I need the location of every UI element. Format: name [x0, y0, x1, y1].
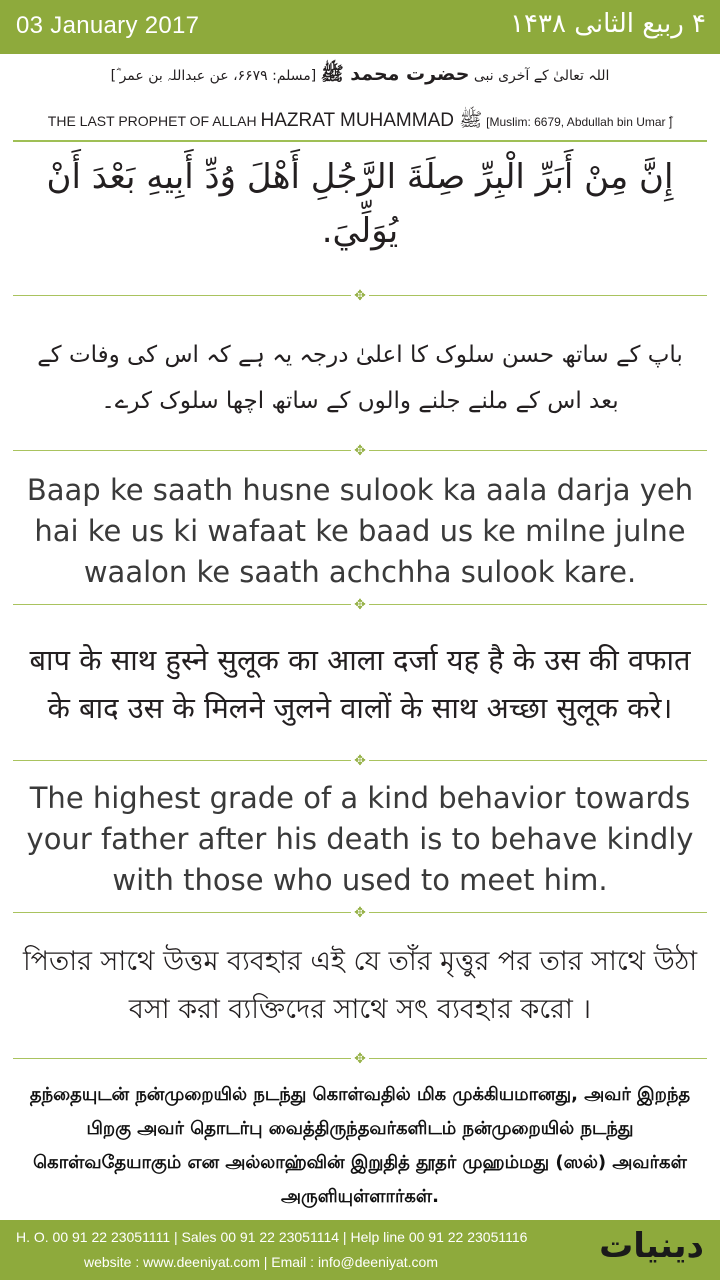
urdu-text: باپ کے ساتھ حسن سلوک کا اعلیٰ درجہ یہ ہے کہ اس کی وفات کے بعد اس کے ملنے جلنے والوں کے ساتھ اچھا سلوک کرے۔	[37, 342, 683, 414]
footer-bar	[0, 1220, 720, 1280]
ornament-icon: ✥	[354, 443, 366, 459]
section-divider	[13, 751, 707, 771]
urdu-title	[0, 62, 720, 90]
section-divider	[13, 441, 707, 461]
urdu-title-reference: [مسلم: ۶۶۷۹، عن عبداللہ بن عمر ؓ]	[110, 68, 317, 84]
section-divider	[13, 286, 707, 306]
section-divider	[13, 903, 707, 923]
urdu-title-intro: اللہ تعالیٰ کے آخری نبی	[473, 68, 610, 84]
hindi-text: बाप के साथ हुस्ने सुलूक का आला दर्जा यह है के उस की वफात के बाद उस के मिलने जुलने वालों के साथ अच्छा सुलूक करे।	[29, 643, 691, 725]
title-rule	[13, 140, 707, 142]
tamil-text: தந்தையுடன் நன்முறையில் நடந்து கொள்வதில் மிக முக்கியமானது, அவர் இறந்த பிறகு அவர் தொடர்பு வைத்திருந்தவர்களிடம் நன்முறையில் நடந்து கொள்வதேயாகும் என அல்லாஹ்வின் இறுதித் தூதர் முஹம்மது (ஸல்) அவர்கள் அருளியுள்ளார்கள்.	[29, 1084, 691, 1207]
section-divider	[13, 595, 707, 615]
ornament-icon: ✥	[354, 1051, 366, 1067]
contact-numbers: H. O. 00 91 22 23051111 | Sales 00 91 22 23051114 | Help line 00 91 22 23051116	[16, 1229, 528, 1245]
roman-urdu-text: Baap ke saath husne sulook ka aala darja yeh hai ke us ki wafaat ke baad us ke milne julne waalon ke saath achchha sulook kare.	[26, 473, 694, 589]
english-title	[0, 108, 720, 136]
english-text: The highest grade of a kind behavior towards your father after his death is to behave kindly with those who used to meet him.	[26, 781, 694, 897]
urdu-title-name: حضرت محمد ﷺ	[320, 63, 470, 85]
ornament-icon: ✥	[354, 753, 366, 769]
hijri-date: ۴ ربیع الثانی ۱۴۳۸	[510, 9, 706, 39]
top-banner	[0, 0, 720, 54]
website-email[interactable]: website : www.deeniyat.com | Email : info@deeniyat.com	[84, 1254, 438, 1270]
ornament-icon: ✥	[354, 597, 366, 613]
ornament-icon: ✥	[354, 288, 366, 304]
arabic-text: إِنَّ مِنْ أَبَرِّ الْبِرِّ صِلَةَ الرَّجُلِ أَهْلَ وُدِّ أَبِيهِ بَعْدَ أَنْ يُوَلِّيَ.	[46, 157, 674, 251]
bengali-text: পিতার সাথে উত্তম ব্যবহার এই যে তাঁর মৃত্তুর পর তার সাথে উঠা বসা করা ব্যক্তিদের সাথে সৎ ব্যবহার করো ।	[22, 946, 698, 1025]
deeniyat-logo: دینیات	[599, 1226, 704, 1266]
gregorian-date: 03 January 2017	[16, 12, 200, 39]
english-title-intro: THE LAST PROPHET OF ALLAH	[47, 113, 257, 129]
section-divider	[13, 1049, 707, 1069]
english-title-name: HAZRAT MUHAMMAD ﷺ	[260, 110, 483, 131]
english-title-reference: [Muslim: 6679, Abdullah bin Umar ؓ]	[486, 115, 673, 129]
ornament-icon: ✥	[354, 905, 366, 921]
